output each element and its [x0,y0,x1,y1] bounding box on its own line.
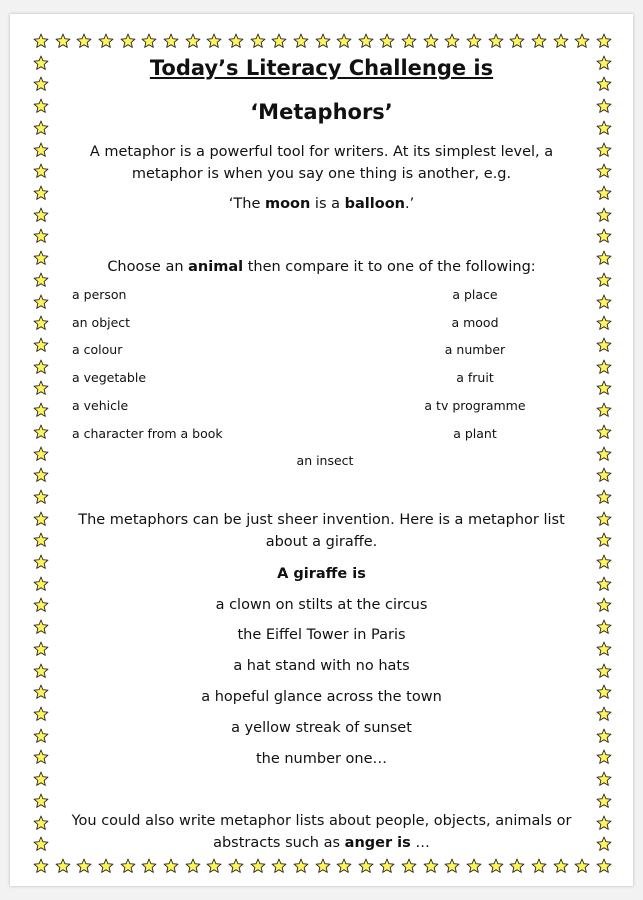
page-title: Today’s Literacy Challenge is [149,56,494,80]
giraffe-list-item: a hat stand with no hats [233,658,410,674]
closing-line-2 [0,832,643,854]
example-moon: moon [264,196,311,212]
giraffe-heading: A giraffe is [277,566,366,582]
example-pre: ‘The [228,196,265,212]
choose-pre: Choose an [107,259,189,275]
invention-line-2: about a giraffe. [265,534,378,550]
intro-line-1: A metaphor is a powerful tool for writers. At its simplest level, a [89,144,554,160]
option-left: a vehicle [72,398,129,413]
option-left: an object [72,315,131,330]
giraffe-list-item: a yellow streak of sunset [231,720,412,736]
intro-line-2: metaphor is when you say one thing is another, e.g. [131,166,512,182]
option-left: a character from a book [72,426,223,441]
option-right: a place [452,287,498,302]
giraffe-list-item: the number one… [255,751,388,767]
closing-pre: abstracts such as [213,835,345,851]
option-right: a mood [451,315,499,330]
giraffe-list-item: a hopeful glance across the town [201,689,442,705]
option-right: a tv programme [424,398,526,413]
intro-example [0,193,643,215]
option-right: a plant [453,426,497,441]
option-right: a number [444,342,506,357]
closing-bold: anger is [344,835,411,851]
example-balloon: balloon [344,196,405,212]
closing-post: … [410,835,430,851]
option-center: an insect [296,453,354,468]
giraffe-list-item: the Eiffel Tower in Paris [237,627,406,643]
example-post: .’ [404,196,415,212]
choose-bold: animal [188,259,244,275]
invention-line-1: The metaphors can be just sheer invention. Here is a metaphor list [78,512,565,528]
example-mid: is a [310,196,345,212]
page-subtitle: ‘Metaphors’ [250,100,393,124]
closing-line-1: You could also write metaphor lists about people, objects, animals or [71,813,572,829]
option-right: a fruit [456,370,494,385]
choose-post: then compare it to one of the following: [243,259,536,275]
giraffe-list-item: a clown on stilts at the circus [215,597,428,613]
option-left: a person [72,287,127,302]
choose-instruction [0,256,643,278]
option-left: a colour [72,342,123,357]
option-left: a vegetable [72,370,147,385]
